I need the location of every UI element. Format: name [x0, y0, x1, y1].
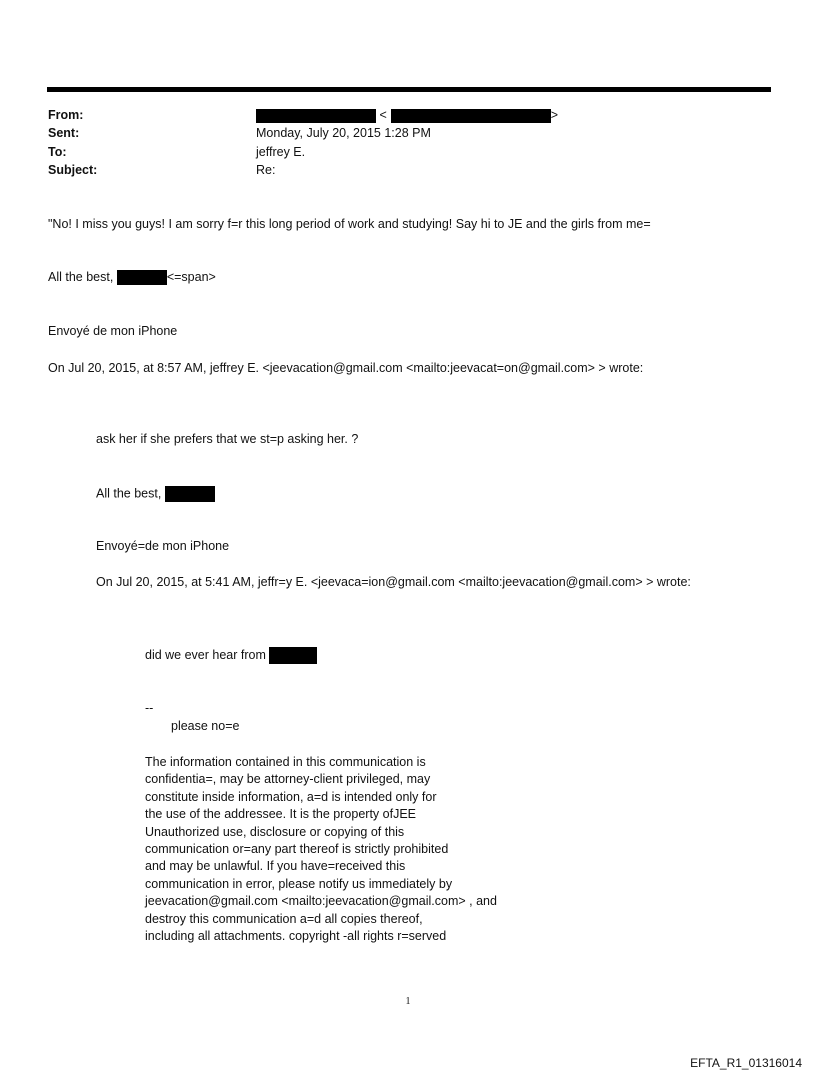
sent-label: Sent: — [48, 126, 80, 140]
redaction-box — [269, 647, 317, 664]
reply-sent-from: Envoyé de mon iPhone — [48, 324, 178, 338]
sent-value: Monday, July 20, 2015 1:28 PM — [256, 126, 431, 140]
disclaimer-line: The information contained in this communication is — [145, 755, 426, 769]
redaction-box — [391, 109, 551, 123]
quote2-body-text: did we ever hear from — [145, 647, 266, 662]
from-label: From: — [48, 108, 84, 122]
to-value: jeffrey E. — [256, 145, 306, 159]
confidentiality-disclaimer — [145, 754, 565, 945]
reply-body: "No! I miss you guys! I am sorry f=r this long period of work and studying! Say hi to JE and the girls from me= — [48, 217, 651, 231]
from-value — [256, 108, 558, 123]
reply-signoff — [48, 270, 216, 285]
quote1-quote-header: On Jul 20, 2015, at 5:41 AM, jeffr=y E. <jeevaca=ion@gmail.com <mailto:jeevacation@gmail.com> > wrote: — [96, 575, 691, 589]
quote1-signoff — [96, 486, 215, 502]
to-label: To: — [48, 145, 67, 159]
disclaimer-line: Unauthorized use, disclosure or copying of this — [145, 824, 405, 839]
disclaimer-line: jeevacation@gmail.com <mailto:jeevacation@gmail.com> , and — [145, 894, 497, 909]
disclaimer-line: destroy this communication a=d all copies thereof, — [145, 911, 423, 926]
reply-quote-header: On Jul 20, 2015, at 8:57 AM, jeffrey E. <jeevacation@gmail.com <mailto:jeevacat=on@gmail.com> > wrote: — [48, 361, 644, 375]
redaction-box — [256, 109, 376, 123]
disclaimer-line: the use of the addressee. It is the property ofJEE — [145, 807, 416, 822]
quote1-signoff-text: All the best, — [96, 486, 162, 501]
quote1-body: ask her if she prefers that we st=p asking her. ? — [96, 432, 359, 446]
reply-signoff-text: All the best, — [48, 270, 114, 284]
header-rule — [47, 87, 771, 92]
disclaimer-line: including all attachments. copyright -all rights r=served — [145, 929, 447, 944]
quote1-sent-from: Envoyé=de mon iPhone — [96, 539, 230, 553]
subject-label: Subject: — [48, 163, 98, 177]
quote2-body — [145, 647, 317, 664]
disclaimer-line: communication in error, please notify us immediately by — [145, 876, 453, 891]
redaction-box — [117, 270, 167, 285]
from-lt: < — [379, 108, 387, 122]
from-gt: > — [550, 108, 559, 122]
disclaimer-line: confidentia=, may be attorney-client privileged, may — [145, 772, 431, 787]
reply-signoff-tail: <=span> — [166, 270, 216, 284]
disclaimer-line: and may be unlawful. If you have=received this — [145, 859, 406, 874]
signature-dashes: -- — [145, 701, 154, 715]
redaction-box — [165, 486, 215, 502]
page-number: 1 — [405, 996, 411, 1007]
bates-number: EFTA_R1_01316014 — [690, 1056, 802, 1070]
subject-value: Re: — [256, 163, 276, 177]
signature-note: please no=e — [171, 719, 240, 733]
disclaimer-line: communication or=any part thereof is strictly prohibited — [145, 842, 449, 857]
disclaimer-line: constitute inside information, a=d is intended only for — [145, 789, 437, 804]
